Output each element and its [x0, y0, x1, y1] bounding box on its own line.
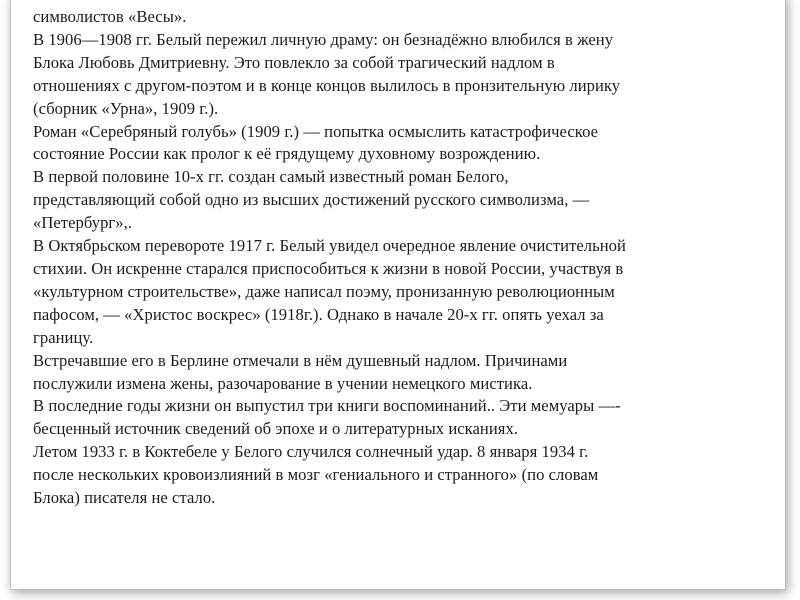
- text-line: после нескольких кровоизлияний в мозг «гениального и странного» (по словам: [33, 465, 599, 485]
- text-line: символистов «Весы».: [33, 7, 187, 26]
- text-line: бесценный источник сведений об эпохе и о литературных исканиях.: [33, 419, 519, 439]
- text-line: В первой половине 10-х гг. создан самый известный роман Белого,: [33, 167, 509, 187]
- text-line: Летом 1933 г. в Коктебеле у Белого случился солнечный удар. 8 января 1934 г.: [33, 442, 589, 462]
- text-line: послужили измена жены, разочарование в учении немецкого мистика.: [33, 373, 533, 393]
- text-line: границу.: [33, 327, 94, 347]
- text-line: представляющий собой одно из высших достижений русского символизма, —: [33, 190, 590, 210]
- text-line: стихии. Он искренне старался приспособиться к жизни в новой России, участвуя в: [33, 258, 624, 278]
- text-line: «культурном строительстве», даже написал поэму, пронизанную революционным: [33, 281, 615, 301]
- text-line: Блока) писателя не стало.: [33, 488, 216, 508]
- text-line: Роман «Серебряный голубь» (1909 г.) — попытка осмыслить катастрофическое: [33, 121, 599, 141]
- text-line: состояние России как пролог к её грядущему духовному возрождению.: [33, 144, 541, 164]
- biography-text: [33, 6, 773, 510]
- text-line: «Петербург»,.: [33, 213, 133, 233]
- text-line: (сборник «Урна», 1909 г.).: [33, 98, 219, 118]
- text-line: Встречавшие его в Берлине отмечали в нём душевный надлом. Причинами: [33, 350, 568, 370]
- text-line: В 1906—1908 гг. Белый пережил личную драму: он безнадёжно влюбился в жену: [33, 29, 614, 49]
- text-line: В последние годы жизни он выпустил три книги воспоминаний.. Эти мемуары —-: [33, 396, 621, 416]
- text-line: Блока Любовь Дмитриевну. Это повлекло за собой трагический надлом в: [33, 52, 555, 72]
- text-line: В Октябрьском перевороте 1917 г. Белый увидел очередное явление очистительной: [33, 236, 626, 256]
- text-line: отношениях с другом-поэтом и в конце концов вылилось в пронзительную лирику: [33, 75, 621, 95]
- text-line: пафосом, — «Христос воскрес» (1918г.). Однако в начале 20-х гг. опять уехал за: [33, 304, 604, 324]
